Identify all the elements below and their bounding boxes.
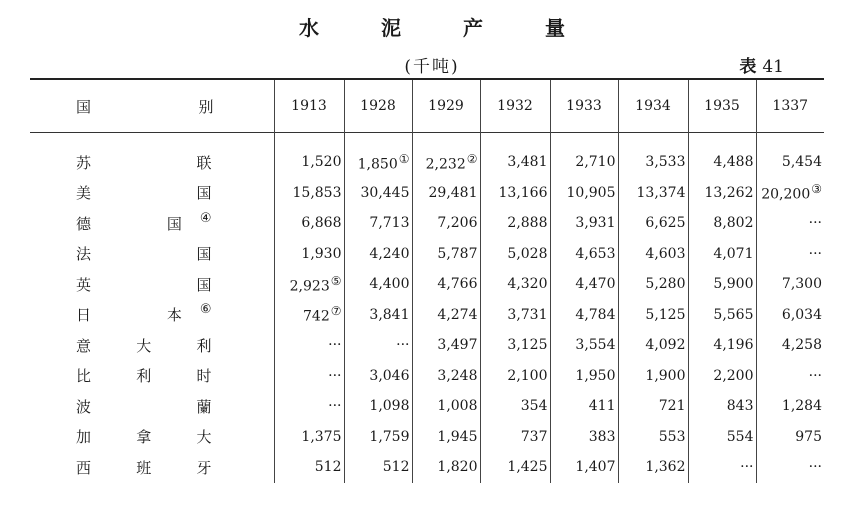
value-text: 383	[588, 428, 616, 445]
value-text: 843	[726, 398, 754, 415]
value-text: 411	[588, 398, 616, 415]
value-cell	[412, 208, 480, 239]
value-text: 10,905	[566, 184, 616, 201]
table-row	[30, 208, 824, 239]
value-text: ···	[396, 337, 410, 354]
value-cell	[550, 300, 618, 331]
value-text: 512	[382, 459, 410, 476]
value-cell	[756, 269, 824, 300]
value-cell	[688, 269, 756, 300]
value-text: 3,931	[575, 215, 616, 232]
value-cell	[688, 452, 756, 483]
value-text: 1,375	[301, 428, 342, 445]
country-char: 本	[166, 306, 182, 325]
value-text: 737	[520, 428, 548, 445]
value-text: 1,284	[781, 398, 822, 415]
value-text: 2,100	[507, 367, 548, 384]
value-cell	[618, 300, 688, 331]
value-text: 4,653	[575, 245, 616, 262]
value-text: 3,046	[369, 367, 410, 384]
value-text: 975	[795, 428, 822, 445]
table-row	[30, 133, 824, 178]
country-char: 国	[196, 184, 212, 203]
value-text: 1,362	[645, 459, 686, 476]
country-char: 英	[76, 275, 92, 294]
country-char: 国	[166, 214, 182, 233]
value-cell	[618, 208, 688, 239]
value-text: 3,481	[507, 154, 548, 171]
value-text: 4,258	[781, 337, 822, 354]
country-char: 大	[196, 428, 212, 447]
value-cell	[480, 422, 550, 453]
value-text: 3,497	[437, 337, 478, 354]
country-char: 西	[76, 458, 92, 477]
country-name	[30, 426, 272, 447]
country-cell	[30, 208, 274, 239]
country-cell	[30, 269, 274, 300]
page-title: 水泥产量	[299, 16, 627, 40]
value-text: 4,320	[507, 276, 548, 293]
country-char: 德	[76, 214, 92, 233]
footnote-mark: ③	[811, 182, 822, 197]
value-cell	[344, 239, 412, 270]
country-name	[30, 152, 272, 173]
value-cell	[274, 133, 344, 178]
value-cell	[688, 361, 756, 392]
value-text: 13,166	[498, 184, 548, 201]
country-char: 美	[76, 184, 92, 203]
value-cell	[480, 361, 550, 392]
country-name	[30, 304, 272, 325]
value-cell	[412, 269, 480, 300]
value-text: 13,262	[704, 184, 754, 201]
value-cell	[756, 300, 824, 331]
footnote-mark: ⑥	[199, 302, 212, 318]
value-cell	[550, 269, 618, 300]
country-name	[30, 457, 272, 478]
value-cell	[688, 391, 756, 422]
country-cell	[30, 178, 274, 209]
value-cell	[412, 452, 480, 483]
value-cell	[344, 452, 412, 483]
table-row	[30, 422, 824, 453]
value-cell	[480, 239, 550, 270]
footnote-mark: ①	[398, 151, 410, 166]
value-text: 4,240	[369, 245, 410, 262]
country-char: 利	[196, 336, 212, 355]
table-row	[30, 178, 824, 209]
table-row	[30, 300, 824, 331]
value-text: 2,923	[289, 278, 330, 295]
country-cell	[30, 133, 274, 178]
value-text: ···	[808, 245, 822, 262]
country-char: 利	[136, 367, 152, 386]
country-char: 蘭	[196, 397, 212, 416]
country-cell	[30, 330, 274, 361]
value-cell	[480, 391, 550, 422]
value-text: 1,425	[507, 459, 548, 476]
country-name	[30, 274, 272, 295]
value-text: 4,092	[645, 337, 686, 354]
value-text: 6,868	[301, 215, 342, 232]
value-cell	[688, 300, 756, 331]
value-text: 5,787	[437, 245, 478, 262]
value-cell	[618, 330, 688, 361]
country-cell	[30, 239, 274, 270]
value-cell	[344, 422, 412, 453]
country-name	[30, 396, 272, 417]
country-cell	[30, 361, 274, 392]
value-cell	[344, 300, 412, 331]
value-text: 8,802	[713, 215, 754, 232]
value-text: ···	[808, 215, 822, 232]
country-char: 时	[196, 367, 212, 386]
value-cell	[550, 422, 618, 453]
value-cell	[618, 391, 688, 422]
value-cell	[550, 391, 618, 422]
value-cell	[550, 361, 618, 392]
value-text: 29,481	[428, 184, 478, 201]
value-text: 4,071	[713, 245, 754, 262]
value-cell	[412, 391, 480, 422]
value-text: ···	[740, 459, 754, 476]
table-row	[30, 239, 824, 270]
header-year: 1934	[618, 79, 688, 133]
header-year: 1929	[412, 79, 480, 133]
value-cell	[550, 330, 618, 361]
value-cell	[412, 178, 480, 209]
country-name	[30, 335, 272, 356]
value-text: 742	[303, 309, 330, 326]
country-char: 意	[76, 336, 92, 355]
value-text: 7,300	[781, 276, 822, 293]
country-char: 拿	[136, 428, 152, 447]
footnote-mark: ⑦	[330, 304, 342, 319]
table-number-label: 表	[739, 57, 757, 77]
value-cell	[618, 178, 688, 209]
value-cell	[274, 208, 344, 239]
value-text: 3,533	[645, 154, 686, 171]
header-year: 1913	[274, 79, 344, 133]
value-text: 1,950	[575, 367, 616, 384]
value-text: 7,713	[369, 215, 410, 232]
value-cell	[344, 361, 412, 392]
value-cell	[412, 361, 480, 392]
value-text: 354	[520, 398, 548, 415]
value-text: 554	[726, 428, 754, 445]
value-text: ···	[328, 337, 342, 354]
value-cell	[756, 208, 824, 239]
value-text: 5,280	[645, 276, 686, 293]
value-cell	[688, 330, 756, 361]
value-text: 3,731	[507, 306, 548, 323]
value-cell	[618, 269, 688, 300]
value-cell	[412, 133, 480, 178]
value-cell	[550, 133, 618, 178]
value-cell	[550, 239, 618, 270]
footnote-mark: ④	[199, 210, 212, 226]
value-text: 553	[658, 428, 686, 445]
value-cell	[756, 178, 824, 209]
table-row	[30, 330, 824, 361]
value-cell	[688, 178, 756, 209]
value-text: 4,488	[713, 154, 754, 171]
value-text: 1,098	[369, 398, 410, 415]
footnote-mark: ⑤	[330, 273, 342, 288]
country-cell	[30, 452, 274, 483]
value-cell	[344, 133, 412, 178]
table-row	[30, 391, 824, 422]
value-text: 1,008	[437, 398, 478, 415]
footnote-mark: ②	[466, 151, 478, 166]
value-text: 4,603	[645, 245, 686, 262]
value-cell	[756, 239, 824, 270]
value-cell	[274, 269, 344, 300]
country-char: 加	[76, 428, 92, 447]
table-number	[739, 52, 784, 77]
value-cell	[756, 422, 824, 453]
country-char: 比	[76, 367, 92, 386]
value-cell	[344, 178, 412, 209]
value-cell	[274, 178, 344, 209]
value-cell	[344, 330, 412, 361]
value-cell	[688, 239, 756, 270]
header-year: 1933	[550, 79, 618, 133]
table-row	[30, 452, 824, 483]
value-text: 2,232	[425, 156, 466, 173]
value-text: 2,888	[507, 215, 548, 232]
value-cell	[756, 391, 824, 422]
country-cell	[30, 422, 274, 453]
value-text: 3,554	[575, 337, 616, 354]
country-name	[30, 210, 272, 234]
value-cell	[274, 422, 344, 453]
value-cell	[550, 452, 618, 483]
table-row	[30, 269, 824, 300]
value-text: 3,841	[369, 306, 410, 323]
value-text: 1,520	[301, 154, 342, 171]
country-name	[30, 182, 272, 203]
value-text: 4,196	[713, 337, 754, 354]
country-name	[30, 365, 272, 386]
header-row	[30, 79, 824, 133]
header-year: 1928	[344, 79, 412, 133]
value-text: 4,784	[575, 306, 616, 323]
country-char: 联	[196, 153, 212, 172]
value-cell	[274, 361, 344, 392]
header-year: 1337	[772, 98, 809, 114]
country-char: 日	[76, 306, 92, 325]
value-cell	[344, 391, 412, 422]
value-text: 5,125	[645, 306, 686, 323]
value-cell	[756, 330, 824, 361]
value-text: ···	[808, 367, 822, 384]
value-text: 4,470	[575, 276, 616, 293]
value-text: 5,454	[781, 154, 822, 171]
value-cell	[618, 452, 688, 483]
value-cell	[274, 300, 344, 331]
value-text: 6,034	[781, 306, 822, 323]
value-text: 5,565	[713, 306, 754, 323]
value-text: 5,028	[507, 245, 548, 262]
value-text: ···	[808, 459, 822, 476]
value-cell	[688, 133, 756, 178]
value-cell	[550, 208, 618, 239]
value-cell	[756, 133, 824, 178]
value-cell	[274, 330, 344, 361]
value-text: 3,125	[507, 337, 548, 354]
value-cell	[618, 361, 688, 392]
value-cell	[480, 330, 550, 361]
country-char: 法	[76, 245, 92, 264]
header-country	[30, 79, 274, 133]
value-cell	[618, 239, 688, 270]
value-text: 20,200	[761, 187, 811, 204]
value-text: 1,759	[369, 428, 410, 445]
value-text: 7,206	[437, 215, 478, 232]
value-cell	[344, 208, 412, 239]
value-cell	[756, 452, 824, 483]
cement-production-table	[30, 78, 824, 483]
table-row	[30, 361, 824, 392]
value-text: 4,766	[437, 276, 478, 293]
value-text: 4,400	[369, 276, 410, 293]
value-text: 1,900	[645, 367, 686, 384]
value-cell	[274, 452, 344, 483]
value-cell	[412, 239, 480, 270]
value-cell	[412, 330, 480, 361]
value-text: ···	[328, 367, 342, 384]
header-year: 1935	[688, 79, 756, 133]
value-text: 2,200	[713, 367, 754, 384]
value-text: 1,945	[437, 428, 478, 445]
value-cell	[274, 239, 344, 270]
value-text: 30,445	[360, 184, 410, 201]
country-char: 班	[136, 458, 152, 477]
value-cell	[480, 269, 550, 300]
table-number-value: 41	[762, 57, 784, 77]
value-cell	[480, 300, 550, 331]
value-cell	[756, 361, 824, 392]
value-text: 1,850	[357, 156, 398, 173]
value-text: 13,374	[636, 184, 686, 201]
country-char: 国	[196, 275, 212, 294]
value-text: 1,930	[301, 245, 342, 262]
country-name	[30, 243, 272, 264]
value-cell	[344, 269, 412, 300]
value-text: 721	[658, 398, 686, 415]
country-char: 大	[136, 336, 152, 355]
unit-label: (千吨)	[404, 57, 460, 77]
value-text: 1,407	[575, 459, 616, 476]
value-text: 15,853	[292, 184, 342, 201]
value-text: 2,710	[575, 154, 616, 171]
value-cell	[274, 391, 344, 422]
value-cell	[550, 178, 618, 209]
value-cell	[412, 300, 480, 331]
header-country-char: 别	[198, 97, 214, 116]
value-cell	[412, 422, 480, 453]
country-cell	[30, 300, 274, 331]
value-cell	[688, 422, 756, 453]
value-text: 5,900	[713, 276, 754, 293]
value-cell	[618, 422, 688, 453]
header-country-char: 国	[76, 97, 92, 116]
value-text: 3,248	[437, 367, 478, 384]
value-text: 512	[314, 459, 342, 476]
country-char: 波	[76, 397, 92, 416]
value-cell	[480, 133, 550, 178]
value-cell	[480, 208, 550, 239]
value-text: ···	[328, 398, 342, 415]
value-text: 1,820	[437, 459, 478, 476]
value-cell	[480, 452, 550, 483]
value-cell	[618, 133, 688, 178]
country-char: 苏	[76, 153, 92, 172]
value-text: 4,274	[437, 306, 478, 323]
country-char: 牙	[196, 458, 212, 477]
header-year: 1932	[480, 79, 550, 133]
country-cell	[30, 391, 274, 422]
value-text: 6,625	[645, 215, 686, 232]
value-cell	[480, 178, 550, 209]
value-cell	[688, 208, 756, 239]
country-char: 国	[196, 245, 212, 264]
